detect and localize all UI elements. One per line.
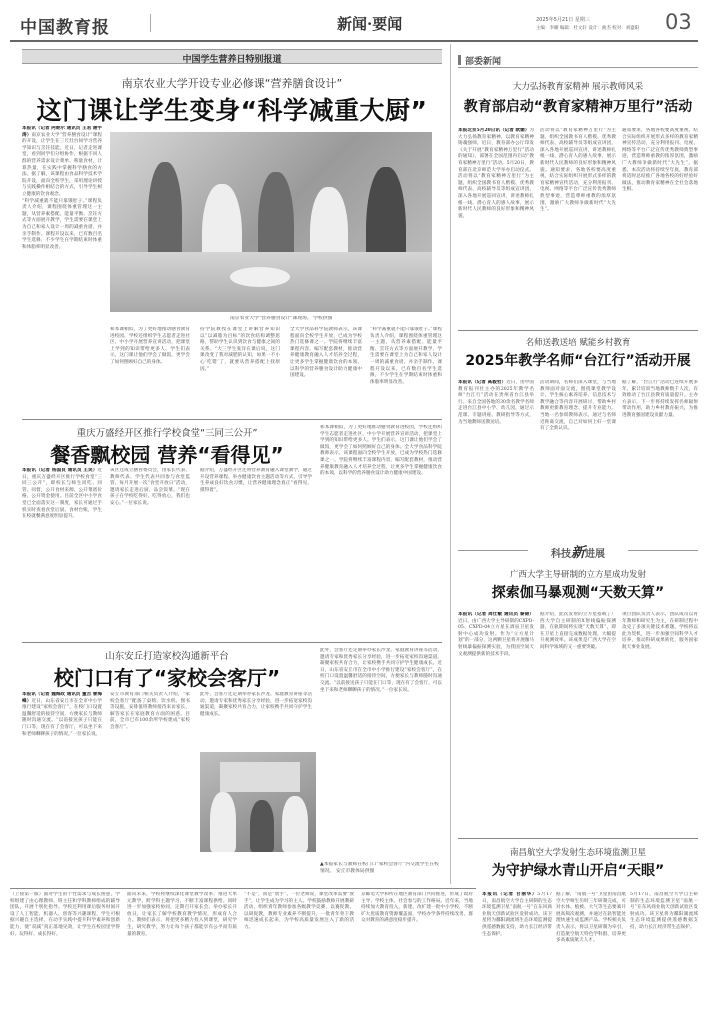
page-number: 03 bbox=[665, 10, 692, 34]
bottom-strip-rule bbox=[10, 888, 476, 889]
story3-headline: 校门口有了“家校会客厅” bbox=[53, 666, 281, 690]
lead-text-tail: 和本课相似，为了更好地推动膳食教育进校园，学校还组织学生志愿者走进社区、中小学开展营养宣讲活动，把课堂上学到的知识带给更多人。学生们表示，这门课让他们学会了做饭，更学会了如何照顾好自己的身体。全大学食品科学院教师表示，该课程面向全校学生开放，已成为学校热门选修课之一。学院将继续丰富课程内容，编写配套教材，推动营养健康教育融入人才培养全过程，让更多学生掌握健康饮食的本领，以科学的营养膳食设计助力健康中国建设。 bbox=[320, 425, 442, 477]
r2-text-col3: 据了解，“台江行”活动已连续开展多年，累计培训当地教师数千人次，有效推动了台江县教育质量提升。主办方表示，下一步将持续发挥名师辐射带动作用，助力乡村教育振兴，为推进教育强国建设贡献力量。 bbox=[622, 380, 698, 418]
story2-headline: 餐香飘校园 营养“看得见” bbox=[50, 443, 284, 467]
masthead-logo: 中国教育报 bbox=[20, 18, 110, 38]
r1-text-col3: 通知要求，各地各校要高度重视，结合实际组织开展形式多样的教育家精神宣传活动，充分利用报刊、电视、网络等平台广泛宣传优秀教师典型事迹，营造尊师重教的浓厚氛围，激励广大教师争做新时代“大先生”。据悉，本次活动将持续至年底，教育部将适时总结推广各地各校的好经验好做法，推动教育家精神在全社会落地生根。 bbox=[622, 128, 698, 193]
r2-text-col1: 本报讯（记者 高毅哲）近日，由中国教育报刊社主办的2025年教学名师“台江行”活动在贵州省台江县举行。来自全国各地的30余名教学名师走进台江县中小学、幼儿园，通过示范课、专题讲座、教研指导等方式，为当地教师送教送培。 bbox=[458, 380, 534, 425]
r1-text-col1: 本报北京5月20日讯（记者 欧媚）为大力弘扬教育家精神，以教育家精神铸魂强师，近日，教育部办公厅印发《关于开展“教育家精神万里行”活动的通知》，部署在全国范围内启动“教育家精神万里行”活动。5月20日，教育部在北京师范大学举办启动仪式。活动将以“教育家精神万里行”为主题，组织全国教书育人楷模、优秀教师代表、高校辅导员等组成宣讲团，深入各地开展巡回宣讲，讲述教师扎根一线、潜心育人的感人故事，展示新时代人民教师的良好形象和精神风貌。 bbox=[458, 128, 534, 219]
r1-headline: 教育部启动“教育家精神万里行”活动 bbox=[463, 99, 693, 115]
story2-text-col2: 该区还成立膳食委员会，由家长代表、教师代表、学生代表共同参与食堂监管，每月开展一次“食堂开放日”活动，邀请家长走进后厨、品尝饭菜。“现在孩子在学校吃得好、吃得放心，我们也安心。”一位家长说。 bbox=[110, 468, 190, 506]
r1-dateline: 本报北京5月20日讯（记者 欧媚） bbox=[458, 128, 530, 133]
r2-text-col2: 活动期间，名师们深入课堂，与当地教师面对面交流，围绕课堂教学设计、学生核心素养培养、信息技术与教学融合等内容开展研讨，帮助乡村教师更新教育理念、提升专业能力。当地一名参训教师表示，通过与名师近距离交流，自己对如何上好一堂课有了全新认识。 bbox=[540, 380, 616, 432]
lead-bottom-rule bbox=[22, 419, 442, 420]
r4-text-col1: 本报讯（记者 甘丽华）5月17日，南昌航空大学自主研制的生态环境监测卫星“南航一号”在东风商业航天创新试验区发射成功。该卫星将为鄱阳湖流域生态环境监测提供遥感数据支持，助力长江经济带生态保护。 bbox=[482, 892, 552, 937]
r3-dateline: 本报讯（记者 周仕敏 通讯员 黎锦） bbox=[458, 612, 534, 617]
masthead-rule bbox=[10, 40, 698, 42]
lead-headline: 这门课让学生变身“科学减重大厨” bbox=[36, 96, 428, 125]
story3-dateline: 本报讯（记者 魏海政 通讯员 董吉 曹海峰） bbox=[22, 692, 102, 704]
r1-bottom-rule bbox=[458, 330, 698, 331]
bottom-col-2: 面向未来，学校将继续深化课堂教学改革，推进大单元教学、跨学科主题学习，不断丰富课程供给。同时进一步加强家校协同，定期召开家长会、举办家长开放日，让家长了解学校教育教学情况，形成育人合力。教师们表示，将把更多精力投入到课堂，研究学生，研究教学，努力让每个孩子都能享有公平而有质量的教育。 bbox=[127, 892, 237, 937]
story3-photo bbox=[200, 752, 316, 852]
lead-photo bbox=[110, 132, 432, 312]
r3-subtitle: 广西大学主导研制的立方星成功发射 bbox=[509, 570, 646, 580]
r2-dateline: 本报讯（记者 高毅哲） bbox=[458, 380, 507, 385]
lead-photo-caption: 南京农业大学“营养膳食设计”课现场。 学校供图 bbox=[230, 316, 333, 321]
r3-text-col3: 项目团队负责人表示，团队成员以青年教师和研究生为主，在研制过程中攻克了多项关键技术难题。学校将以此为契机，进一步加强空间科学人才培养，推动科研成果转化，服务国家航天事业发展。 bbox=[622, 612, 698, 650]
bottom-col-1: （上接第一版）面对学生的个性需求与成长困惑，学校组建了由心理教师、班主任和学科教师组成的辅导团队，开展个别化指导。学校还利用课后服务时间开设了人工智能、机器人、创客等兴趣课程，学生可根据兴趣自主选择，在动手实践中提升科学素养和创新能力，使“双减”真正落地见效，让学生在校园里学得好、玩得好、成长得好。 bbox=[10, 892, 120, 937]
r2-headline: 2025年教学名师“台江行”活动开展 bbox=[465, 353, 691, 369]
r4-text-col2: 据了解，“南航一号”卫星由南昌航空大学师生历时三年研制完成，可对水体、植被、大气等生态要素开展高频次观测，并通过在轨智能处理快速生成监测产品。学校相关负责人表示，将以卫星研制为牵引，打造航空航天特色学科群，培养更多高素质航天人才。 bbox=[556, 892, 626, 944]
lead-text-col5: “科学减重就不能只靠饿肚子。”课程负责人介绍，课程围绕体重管理这一主题，从营养素搭配、能量平衡、烹饪方式等方面展开教学，学生需要在课堂上为自己和家人设计一周的减重食谱，并亲手制作。课程开设以来，已有数百名学生选修，不少学生在学期结束时体重和体脂率明显改善。 bbox=[370, 327, 442, 385]
r2-subtitle: 名师送教送培 赋能乡村教育 bbox=[525, 338, 631, 348]
lead-text-col2: 和本课相似，为了更好地推动膳食教育进校园，学校还组织学生志愿者走进社区、中小学开展营养宣讲活动，把课堂上学到的知识带给更多人。学生们表示，这门课让他们学会了做饭，更学会了如何照顾好自己的身体。 bbox=[110, 327, 190, 365]
r1-text-col2: 活动将以“教育家精神万里行”为主题，组织全国教书育人楷模、优秀教师代表、高校辅导员等组成宣讲团，深入各地开展巡回宣讲，讲述教师扎根一线、潜心育人的感人故事，展示新时代人民教师的良好形象和精神风貌。通知要求，各地各校要高度重视，结合实际组织开展形式多样的教育家精神宣传活动，充分利用报刊、电视、网络等平台广泛宣传优秀教师典型事迹，营造尊师重教的浓厚氛围，激励广大教师争做新时代“大先生”。 bbox=[540, 128, 616, 213]
story2-dateline: 本报讯（记者 杨国良 通讯员 王吴） bbox=[22, 468, 98, 473]
lead-text-col3: 持学院教授在课堂上讲解营养知识以“以减脂为目标”的饮食结构调整思路，帮助学生认识到饮食与健康之间的关系。“大三学生张洋在课后说，这门课改变了我对减肥的认知，如果一不小心‘吃错’了，就要从营养搭配上找原因。” bbox=[200, 327, 280, 372]
story3-text-col2: 安丘市教育部门相关负责人介绍，“家校会客厅”配备了桌椅、饮水机、图书等设施，安排值班教师接待来访家长，解答家长在家庭教育方面的困惑。目前，全市已有100余所学校建成“家校会客厅”。 bbox=[110, 692, 190, 730]
story3-photo-caption: ▲本报家长与教师在校门口“家校会客厅”内交流学生在校情况。 安丘市教体局供图 bbox=[320, 862, 439, 874]
masthead bbox=[0, 0, 707, 44]
story2-text-col3: 据介绍，万盛经开区还将营养教育融入课堂教学，通过开设营养课程、举办健康饮食主题活动等方式，引导学生养成良好饮食习惯，让营养健康理念真正“看得见、摸得着”。 bbox=[200, 468, 312, 493]
r3-text-col2: 据介绍，此次发射的立方星搭载了广西大学自主研制的X射线偏振探测器，在轨期间将实现“天数天算”，即在卫星上直接完成数据处理，大幅提升观测效率。该成果是广西大学在空间科学领域的又一重要突破。 bbox=[540, 612, 616, 650]
story2-bottom-rule bbox=[22, 642, 442, 643]
date-line: 2025年5月21日 星期三 bbox=[536, 17, 590, 23]
science-header bbox=[458, 542, 698, 560]
right-section-marker bbox=[458, 55, 461, 65]
r4-dateline: 本报讯（记者 甘丽华） bbox=[482, 892, 538, 897]
lead-text-col1: 本报讯（记者 阿妮尔 通讯员 王君 谢宇涛）南京农业大学“营养膳食设计”课程的开设，让学生在三尺灶台间学习营养学知识与烹饪技能。近日，记者走进课堂，看到同学们分组协作，根据不同人群的营养需求设计菜单、称量食材、计算热量，在实践中掌握科学膳食的方法。据了解，该课程由食品科学技术学院开设，面向全校学生，采用理论讲授与实践操作相结合的方式，引导学生树立健康的饮食观念。 “科学减重就不能只靠饿肚子。”课程负责人介绍，课程围绕体重管理这一主题，从营养素搭配、能量平衡、烹饪方式等方面展开教学，学生需要在课堂上为自己和家人设计一周的减重食谱，并亲手制作。课程开设以来，已有数百名学生选修，不少学生在学期结束时体重和体脂率明显改善。 bbox=[22, 126, 102, 250]
science-label-post: 进展 bbox=[585, 549, 605, 560]
science-label bbox=[528, 542, 628, 560]
staff-line: 主编：李曜 编辑：杜文轩 设计：曲杰 校对：刘盛阳 bbox=[536, 26, 640, 31]
lead-text-col4: 全大学食品科学院教师表示，该课程面向全校学生开放，已成为学校热门选修课之一。学院将继续丰富课程内容，编写配套教材，推动营养健康教育融入人才培养全过程，让更多学生掌握健康饮食的本领，以科学的营养膳食设计助力健康中国建设。 bbox=[290, 327, 362, 379]
story2-text-col1: 本报讯（记者 杨国良 通讯员 王吴）近日，重庆万盛经开区推行学校食堂“三同三公开”，即校长与师生同吃、同管、同督，公开食材来源、公开菜谱价格、公开资金使用。目前全区中小学食堂已全面落实这一制度，家长可通过手机实时查看食堂后厨、食材台账，学生在校就餐满意度明显提升。 bbox=[22, 468, 102, 520]
lead-dateline: 本报讯（记者 阿妮尔 通讯员 王君 谢宇涛） bbox=[22, 126, 102, 138]
r1-subtitle: 大力弘扬教育家精神 展示教师风采 bbox=[512, 82, 644, 92]
kicker-bar bbox=[22, 49, 442, 64]
right-header-rule bbox=[458, 67, 698, 68]
bottom-col-4: 京邮电大学和所在地区教育部门共同推进，形成了政府主导、学校主体、社会参与的工作格局。近年来，当地持续加大教育投入，新建、改扩建一批中小学校，不断扩大优质教育资源覆盖面，学校办学条件持续改善，群众对教育的满意度稳步提升。 bbox=[361, 892, 473, 924]
story3-text-col4: 此外，会客厅还定期举办家长沙龙、家庭教育讲座等活动，邀请专家和优秀家长分享经验，进一步拓宽家校沟通渠道，凝聚家校共育合力，让家校携手共同守护学生健康成长。近日，山东省安丘市在全市中小学推行建设“家校会客厅”，在校门口设置温馨舒适的接待空间，方便家长与教师随时沟通交流。“以前接送孩子只能在门口等，现在有了会客厅，可以坐下来和老师聊聊孩子的情况。”一位家长说。 bbox=[320, 648, 442, 693]
story2-subtitle: 重庆万盛经开区推行学校食堂“三同三公开” bbox=[76, 428, 258, 439]
r3-text-col1: 本报讯（记者 周仕敏 通讯员 黎锦）近日，由广西大学主导研制的CXPD-05、CXPD-04立方星在酒泉卫星发射中心成功发射。作为“立方星计划”的一部分，这两颗卫星将开展伽马射线暴偏振探测实验，为我国空间天文观测提供新的技术手段。 bbox=[458, 612, 534, 657]
right-section-header: 部委新闻 bbox=[458, 54, 698, 67]
story3-text-col3: 此外，会客厅还定期举办家长沙龙、家庭教育讲座等活动，邀请专家和优秀家长分享经验，进一步拓宽家校沟通渠道，凝聚家校共育合力，让家校携手共同守护学生健康成长。 bbox=[200, 692, 312, 717]
column-divider bbox=[450, 44, 451, 884]
bottom-col-3: “不是”，而是“放手”。一位老师说，课堂改革需要“放手”，让学生成为学习的主人。学校鼓励教师开展教研活动，组织青年教师参加各级教学竞赛，以赛促教、以研促教，教师专业素养不断提升，一批青年骨干教师迅速成长起来，为学校高质量发展注入了新的活力。 bbox=[244, 892, 354, 930]
section-title: 新闻·要闻 bbox=[337, 15, 403, 33]
science-label-char: 新 bbox=[571, 545, 585, 561]
r4-text-col3: 5月17日，南昌航空大学自主研制的生态环境监测卫星“南航一号”在东风商业航天创新试验区发射成功。该卫星将为鄱阳湖流域生态环境监测提供遥感数据支持，助力长江经济带生态保护。 bbox=[630, 892, 698, 930]
r4-headline: 为守护绿水青山开启“天眼” bbox=[491, 863, 665, 879]
r3-headline: 探索伽马暴观测“天数天算” bbox=[491, 585, 665, 601]
story3-subtitle: 山东安丘打造家校沟通新平台 bbox=[105, 651, 229, 662]
lead-subtitle: 南京农业大学开设专业必修课“营养膳食设计” bbox=[121, 77, 343, 90]
logo-divider bbox=[150, 14, 151, 32]
r4-subtitle: 南昌航空大学发射生态环境监测卫星 bbox=[509, 848, 646, 858]
science-label-pre: 科技 bbox=[551, 549, 571, 560]
r3-bottom-rule bbox=[458, 838, 698, 839]
story3-text-col1: 本报讯（记者 魏海政 通讯员 董吉 曹海峰）近日，山东省安丘市在全市中小学推行建设“家校会客厅”，在校门口设置温馨舒适的接待空间，方便家长与教师随时沟通交流。“以前接送孩子只能在门口等，现在有了会客厅，可以坐下来和老师聊聊孩子的情况。”一位家长说。 bbox=[22, 692, 102, 737]
kicker-title: 中国学生营养日特别报道 bbox=[182, 55, 282, 65]
